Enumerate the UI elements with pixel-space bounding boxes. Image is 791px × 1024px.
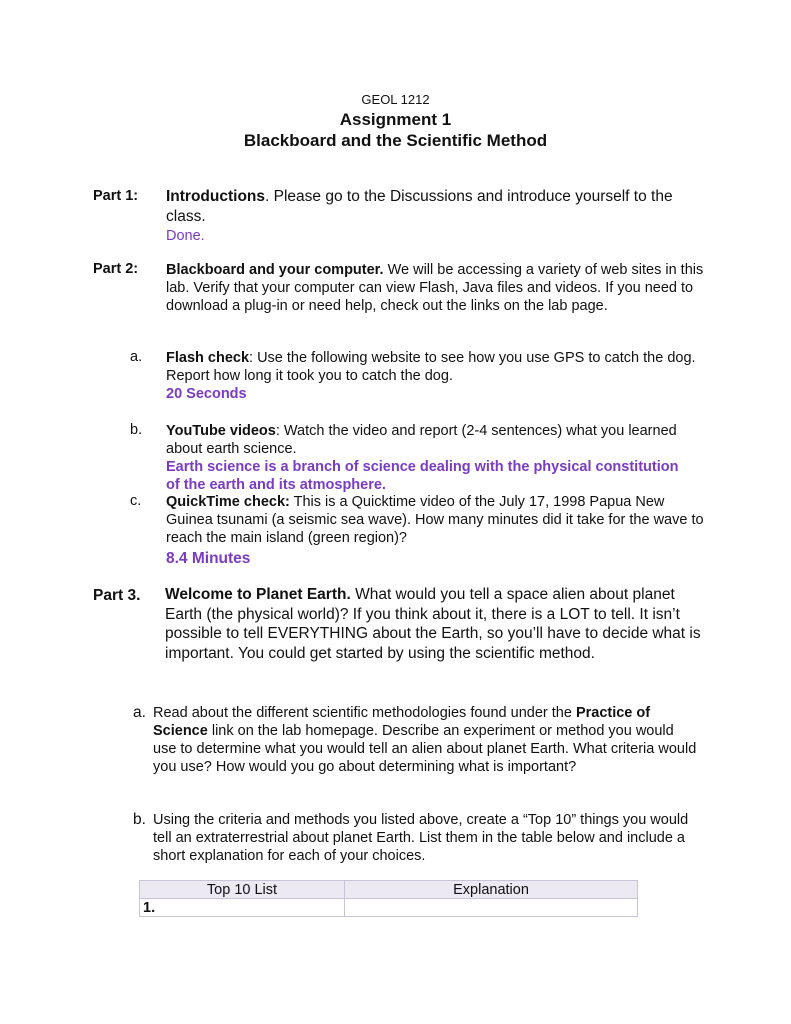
part3-item-a xyxy=(153,704,698,776)
part1-label: Part 1: xyxy=(93,188,139,204)
part3-heading: Welcome to Planet Earth. xyxy=(165,586,351,603)
part1-body xyxy=(166,187,706,247)
part2-item-c-heading: QuickTime check: xyxy=(166,494,290,510)
part3-text: What would you tell a space alien about planet Earth (the physical world)? If you think about it, there is a LOT to tell. It isn’t possible to tell EVERYTHING about the Earth, so you’ll have to decide what is important. You could get started by using the scientific method. xyxy=(165,586,701,662)
table-header-row xyxy=(140,881,638,899)
part2-item-b-heading: YouTube videos xyxy=(166,423,276,439)
part3-label: Part 3. xyxy=(93,587,141,604)
part3-item-b-letter: b. xyxy=(133,811,146,828)
part3-body xyxy=(165,585,705,663)
part2-label: Part 2: xyxy=(93,261,139,277)
top10-table xyxy=(139,880,638,917)
part1-answer: Done. xyxy=(166,228,205,244)
table-header-top10: Top 10 List xyxy=(140,881,345,899)
assignment-title: Assignment 1 xyxy=(339,110,452,129)
part3-item-a-bold: Practice of Science xyxy=(153,705,651,739)
part2-item-a-text: : Use the following website to see how you use GPS to catch the dog. Report how long it took you to catch the dog. xyxy=(166,350,696,384)
part2-item-a-answer: 20 Seconds xyxy=(166,386,247,402)
part3-item-a-text-before: Read about the different scientific methodologies found under the xyxy=(153,705,576,721)
part2-item-c xyxy=(166,493,706,571)
part2-item-a-heading: Flash check xyxy=(166,350,250,366)
part3-item-a-letter: a. xyxy=(133,704,146,721)
part2-item-c-answer: 8.4 Minutes xyxy=(166,550,251,567)
part2-item-a-letter: a. xyxy=(130,349,143,365)
assignment-subtitle: Blackboard and the Scientific Method xyxy=(243,131,548,150)
part2-text: We will be accessing a variety of web sites in this lab. Verify that your computer can view Flash, Java files and videos. If you need to download a plug-in or need help, check out the links on the lab page. xyxy=(166,262,704,314)
part3-item-b-text: Using the criteria and methods you listed above, create a “Top 10” things you would tell an extraterrestrial about planet Earth. List them in the table below and include a short explanation for each of your choices. xyxy=(153,812,689,864)
part2-body xyxy=(166,261,706,315)
part1-heading: Introductions xyxy=(166,188,266,205)
part2-item-c-letter: c. xyxy=(130,493,142,509)
part2-heading: Blackboard and your computer. xyxy=(166,262,384,278)
part2-item-b-letter: b. xyxy=(130,422,143,438)
part2-item-c-text: This is a Quicktime video of the July 17, 1998 Papua New Guinea tsunami (a seismic sea wave). How many minutes did it take for the wave to reach the main island (green region)? xyxy=(166,494,704,546)
table-row xyxy=(140,899,638,917)
part1-text: . Please go to the Discussions and introduce yourself to the class. xyxy=(166,188,673,225)
part3-item-a-text-after: link on the lab homepage. Describe an experiment or method you would use to determine what you would tell an alien about planet Earth. What criteria would you use? How would you go about determining what is important? xyxy=(153,723,697,775)
part2-item-b-text: : Watch the video and report (2-4 sentences) what you learned about earth science. xyxy=(166,423,677,457)
table-cell-explanation[interactable] xyxy=(345,899,638,917)
part2-item-a xyxy=(166,349,706,403)
part2-item-b xyxy=(166,422,686,494)
table-header-explanation: Explanation xyxy=(345,881,638,899)
part3-item-b xyxy=(153,811,698,865)
part2-item-b-answer: Earth science is a branch of science dealing with the physical constitution of the earth and its atmosphere. xyxy=(166,459,679,493)
table-cell-item[interactable]: 1. xyxy=(140,899,345,917)
course-code: GEOL 1212 xyxy=(361,92,430,107)
